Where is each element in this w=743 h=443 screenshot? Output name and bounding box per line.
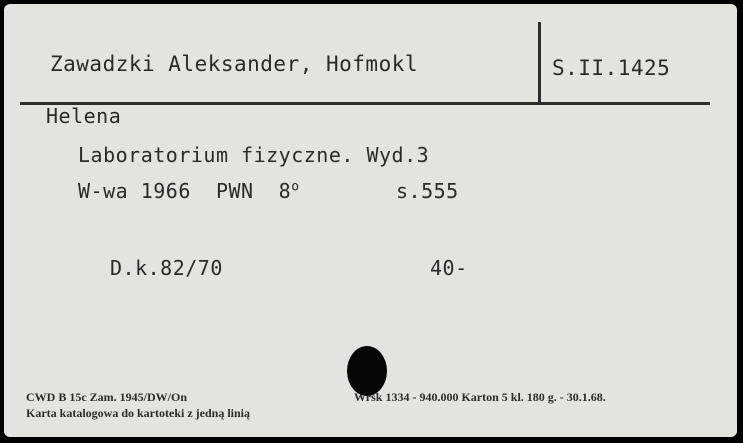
punch-hole bbox=[347, 346, 387, 396]
price: 40- bbox=[430, 256, 468, 280]
format-superscript: o bbox=[291, 179, 300, 195]
title-line: Laboratorium fizyczne. Wyd.3 bbox=[78, 143, 430, 167]
imprint-text: W-wa 1966 PWN 8 bbox=[78, 179, 292, 203]
accession-number: D.k.82/70 bbox=[110, 256, 223, 280]
footer-print-left: CWD B 15c Zam. 1945/DW/On bbox=[26, 390, 188, 404]
vertical-rule bbox=[538, 22, 541, 102]
imprint-line bbox=[78, 179, 300, 203]
horizontal-rule bbox=[20, 102, 710, 105]
catalog-card bbox=[4, 4, 737, 437]
author-line: Zawadzki Aleksander, Hofmokl bbox=[50, 52, 419, 76]
author-continued: Helena bbox=[46, 104, 122, 128]
call-number: S.II.1425 bbox=[552, 56, 671, 80]
footer-print-right: Wrsk 1334 - 940.000 Karton 5 kl. 180 g. - 30.1.68. bbox=[354, 390, 606, 404]
footer-card-type: Karta katalogowa do kartoteki z jedną linią bbox=[26, 406, 250, 420]
pages: s.555 bbox=[396, 179, 459, 203]
